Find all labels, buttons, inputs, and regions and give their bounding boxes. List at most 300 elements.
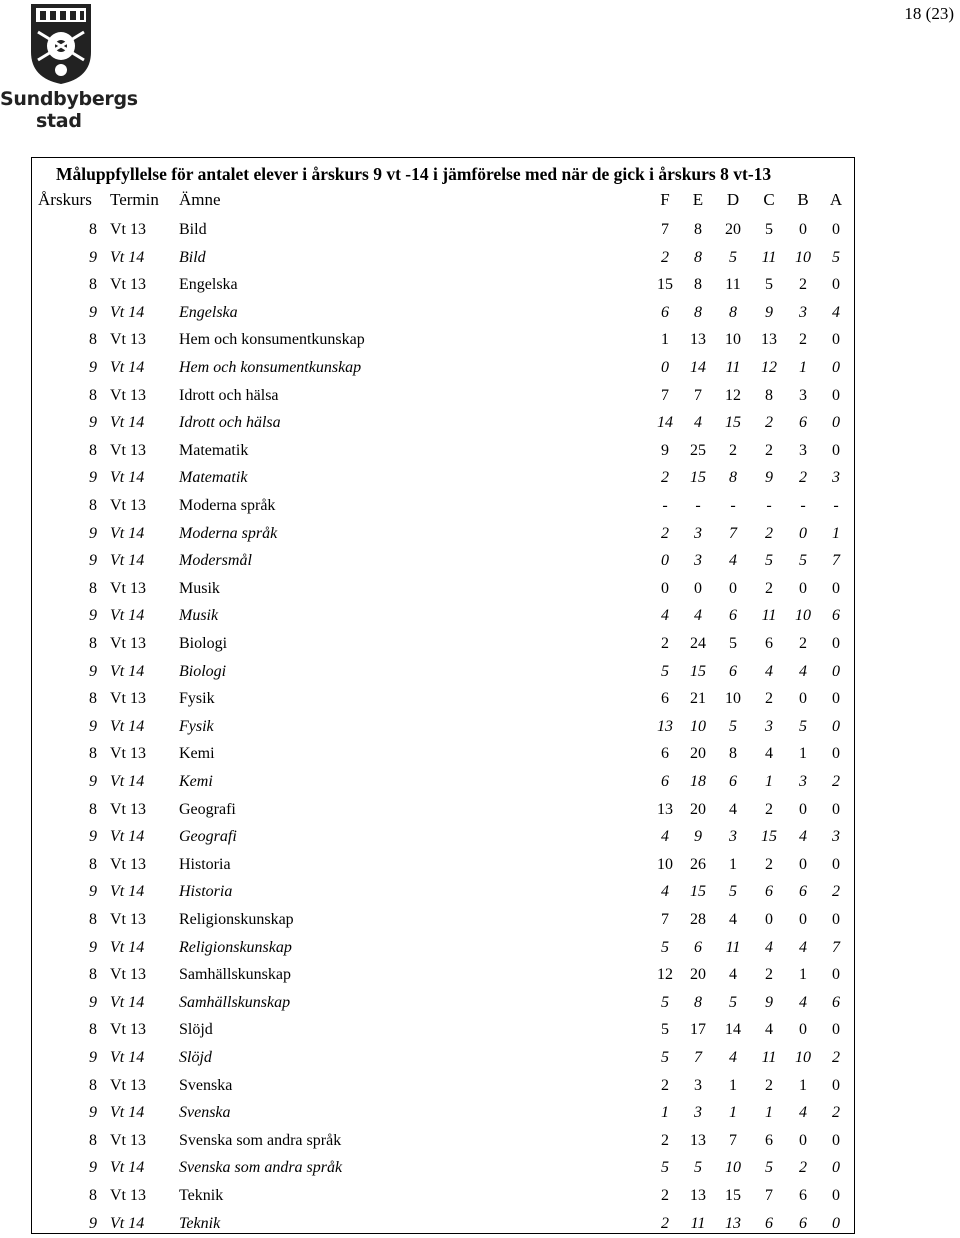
cell-grade-d: 10 xyxy=(725,690,741,708)
cell-grade-a: 0 xyxy=(832,441,840,459)
cell-grade-f: 5 xyxy=(661,1159,669,1177)
cell-term: Vt 14 xyxy=(110,607,145,625)
cell-grade: 9 xyxy=(89,993,97,1011)
cell-term: Vt 13 xyxy=(110,1076,146,1094)
cell-grade-a: 0 xyxy=(832,800,840,818)
cell-grade-d: 2 xyxy=(729,441,737,459)
cell-grade-d: 7 xyxy=(729,1131,737,1149)
coat-of-arms-icon xyxy=(28,2,94,86)
cell-grade-b: 4 xyxy=(799,938,807,956)
cell-grade-b: 0 xyxy=(799,524,807,542)
cell-grade-a: 0 xyxy=(832,1021,840,1039)
cell-grade: 9 xyxy=(89,552,97,570)
header-c: C xyxy=(763,190,775,209)
cell-grade-a: 2 xyxy=(832,1049,840,1066)
table-row xyxy=(0,602,960,630)
cell-term: Vt 13 xyxy=(110,1021,146,1039)
cell-subject: Musik xyxy=(179,579,220,597)
cell-grade-c: 3 xyxy=(765,717,773,735)
table-row xyxy=(0,1154,960,1182)
table-row xyxy=(0,464,960,492)
cell-grade-c: 2 xyxy=(765,800,773,818)
cell-term: Vt 14 xyxy=(110,414,145,432)
header-e: E xyxy=(692,190,704,209)
cell-grade-e: 24 xyxy=(690,635,706,652)
cell-grade-b: 6 xyxy=(799,1214,807,1232)
cell-grade-d: 10 xyxy=(725,331,741,349)
cell-grade-d: 8 xyxy=(729,745,737,763)
cell-grade-c: 2 xyxy=(765,579,773,597)
cell-grade-a: 3 xyxy=(832,828,840,846)
cell-grade-c: 12 xyxy=(761,359,777,376)
cell-grade-e: 7 xyxy=(694,1049,702,1066)
cell-grade: 8 xyxy=(89,1021,97,1039)
cell-grade-c: 11 xyxy=(761,1049,777,1066)
cell-grade-b: 10 xyxy=(795,248,811,266)
cell-grade-d: 8 xyxy=(729,303,737,321)
table-row xyxy=(0,492,960,520)
header-termin: Termin xyxy=(110,190,159,209)
cell-grade-f: 2 xyxy=(661,1076,669,1094)
cell-grade-f: 7 xyxy=(661,911,669,928)
table-row xyxy=(0,547,960,575)
cell-grade-d: 11 xyxy=(725,938,741,956)
cell-subject: Biologi xyxy=(179,662,227,680)
cell-grade-b: 2 xyxy=(799,331,807,349)
cell-subject: Engelska xyxy=(179,276,238,294)
cell-term: Vt 14 xyxy=(110,773,145,790)
cell-grade-f: 14 xyxy=(657,414,673,432)
cell-grade: 8 xyxy=(89,966,97,984)
cell-grade-b: 3 xyxy=(799,441,807,459)
cell-grade: 9 xyxy=(89,828,97,846)
cell-term: Vt 13 xyxy=(110,690,146,708)
cell-subject: Historia xyxy=(179,883,233,901)
cell-grade-a: 0 xyxy=(832,414,840,432)
cell-grade-f: 5 xyxy=(661,1049,669,1066)
cell-grade-b: 5 xyxy=(799,552,807,570)
cell-grade-f: 12 xyxy=(657,966,673,984)
cell-grade-c: 1 xyxy=(765,773,773,790)
table-row xyxy=(0,906,960,934)
cell-grade-d: 4 xyxy=(729,911,737,928)
cell-grade: 9 xyxy=(89,524,97,542)
cell-term: Vt 14 xyxy=(110,524,145,542)
cell-grade-b: 2 xyxy=(799,635,807,652)
cell-grade-c: 5 xyxy=(765,221,773,238)
table-row xyxy=(0,989,960,1017)
table-row xyxy=(0,1127,960,1155)
cell-term: Vt 14 xyxy=(110,662,145,680)
cell-grade-b: 5 xyxy=(799,717,807,735)
cell-term: Vt 14 xyxy=(110,883,145,901)
cell-subject: Religionskunskap xyxy=(179,938,292,956)
cell-grade-b: 6 xyxy=(799,1187,807,1204)
cell-term: Vt 13 xyxy=(110,635,146,652)
cell-subject: Geografi xyxy=(179,800,236,818)
cell-grade-a: 2 xyxy=(832,1104,840,1122)
cell-grade: 9 xyxy=(89,1104,97,1122)
cell-grade-b: 3 xyxy=(799,773,807,790)
cell-grade-d: 1 xyxy=(729,855,737,873)
cell-grade-c: 6 xyxy=(765,1214,773,1232)
table-row xyxy=(0,878,960,906)
header-amne: Ämne xyxy=(179,190,221,209)
cell-subject: Svenska som andra språk xyxy=(179,1159,343,1177)
cell-term: Vt 13 xyxy=(110,745,146,763)
cell-grade-d: 5 xyxy=(729,717,737,735)
cell-grade-e: 4 xyxy=(694,607,702,625)
cell-grade-e: 20 xyxy=(690,745,706,763)
cell-grade-c: 5 xyxy=(765,276,773,294)
cell-grade-e: 3 xyxy=(694,1104,702,1122)
cell-subject: Teknik xyxy=(179,1187,224,1204)
cell-grade-a: 0 xyxy=(832,911,840,928)
cell-subject: Modersmål xyxy=(179,552,252,570)
cell-grade-d: 12 xyxy=(725,386,741,404)
logo-wordmark xyxy=(0,88,138,132)
cell-grade-e: 10 xyxy=(690,717,706,735)
cell-grade: 9 xyxy=(89,662,97,680)
cell-grade-e: 9 xyxy=(694,828,702,846)
cell-grade-b: 10 xyxy=(795,607,811,625)
header-d: D xyxy=(726,190,740,209)
cell-grade: 9 xyxy=(89,469,97,487)
cell-grade: 9 xyxy=(89,1049,97,1066)
cell-grade-f: 2 xyxy=(661,469,669,487)
cell-grade-b: 2 xyxy=(799,276,807,294)
cell-grade: 8 xyxy=(89,690,97,708)
cell-grade-a: 0 xyxy=(832,717,840,735)
cell-grade-a: 0 xyxy=(832,579,840,597)
cell-grade: 9 xyxy=(89,938,97,956)
cell-grade-e: 13 xyxy=(690,1131,706,1149)
cell-grade-d: 20 xyxy=(725,221,741,238)
table-row xyxy=(0,437,960,465)
cell-grade-e: 8 xyxy=(694,276,702,294)
cell-grade-a: 0 xyxy=(832,386,840,404)
cell-grade-a: 0 xyxy=(832,662,840,680)
cell-grade-f: 5 xyxy=(661,662,669,680)
cell-grade-f: 2 xyxy=(661,1214,669,1232)
cell-grade-d: 5 xyxy=(729,883,737,901)
cell-grade-e: 13 xyxy=(690,1187,706,1204)
cell-grade-c: 9 xyxy=(765,303,773,321)
table-row xyxy=(0,520,960,548)
table-row xyxy=(0,768,960,796)
cell-term: Vt 14 xyxy=(110,717,145,735)
cell-grade-c: 2 xyxy=(765,855,773,873)
cell-grade-b: 0 xyxy=(799,855,807,873)
cell-term: Vt 13 xyxy=(110,579,146,597)
cell-grade: 9 xyxy=(89,414,97,432)
table-row xyxy=(0,823,960,851)
cell-grade-d: 13 xyxy=(725,1214,741,1232)
cell-grade: 8 xyxy=(89,911,97,928)
cell-grade-c: 9 xyxy=(765,993,773,1011)
cell-grade-f: 7 xyxy=(661,221,669,238)
cell-subject: Svenska xyxy=(179,1076,233,1094)
table-row xyxy=(0,271,960,299)
cell-grade-d: 1 xyxy=(729,1104,737,1122)
cell-grade-c: 2 xyxy=(765,524,773,542)
cell-subject: Moderna språk xyxy=(179,524,278,542)
cell-term: Vt 13 xyxy=(110,276,146,294)
cell-grade-b: 6 xyxy=(799,414,807,432)
cell-grade-c: 6 xyxy=(765,883,773,901)
cell-grade-f: 0 xyxy=(661,552,669,570)
cell-grade-b: 10 xyxy=(795,1049,811,1066)
cell-grade: 8 xyxy=(89,276,97,294)
cell-grade-d: 5 xyxy=(729,248,737,266)
cell-grade-f: 4 xyxy=(661,883,669,901)
cell-grade-c: - xyxy=(766,497,772,514)
cell-grade-f: 2 xyxy=(661,248,669,266)
cell-grade-b: 2 xyxy=(799,1159,807,1177)
cell-grade-a: 0 xyxy=(832,1131,840,1149)
table-row xyxy=(0,382,960,410)
cell-grade-f: 5 xyxy=(661,1021,669,1039)
cell-grade: 8 xyxy=(89,1131,97,1149)
cell-grade: 8 xyxy=(89,1076,97,1094)
cell-term: Vt 14 xyxy=(110,1049,145,1066)
cell-grade-a: 7 xyxy=(832,938,840,956)
table-row xyxy=(0,713,960,741)
cell-subject: Slöjd xyxy=(179,1049,212,1066)
cell-grade-a: 4 xyxy=(832,303,840,321)
cell-subject: Moderna språk xyxy=(179,497,276,514)
cell-grade-a: 0 xyxy=(832,359,840,376)
cell-grade-f: 5 xyxy=(661,993,669,1011)
cell-grade: 9 xyxy=(89,359,97,376)
cell-grade-b: 4 xyxy=(799,662,807,680)
cell-grade-f: 0 xyxy=(661,359,669,376)
cell-grade: 8 xyxy=(89,221,97,238)
cell-term: Vt 13 xyxy=(110,386,146,404)
cell-term: Vt 13 xyxy=(110,800,146,818)
cell-grade-f: 2 xyxy=(661,635,669,652)
table-row xyxy=(0,851,960,879)
cell-grade-e: 20 xyxy=(690,966,706,984)
cell-grade-e: 14 xyxy=(690,359,706,376)
header-b: B xyxy=(797,190,809,209)
cell-grade-f: 2 xyxy=(661,1187,669,1204)
cell-grade-e: 25 xyxy=(690,441,706,459)
cell-grade: 8 xyxy=(89,441,97,459)
municipality-logo xyxy=(0,0,138,135)
table-row xyxy=(0,1210,960,1238)
table-row xyxy=(0,934,960,962)
cell-grade-e: 8 xyxy=(694,221,702,238)
cell-grade-d: 14 xyxy=(725,1021,741,1039)
cell-grade-f: 9 xyxy=(661,441,669,459)
table-row xyxy=(0,740,960,768)
cell-grade-e: 21 xyxy=(690,690,706,708)
cell-grade-c: 5 xyxy=(765,1159,773,1177)
table-row xyxy=(0,216,960,244)
cell-grade: 9 xyxy=(89,717,97,735)
cell-grade-a: 0 xyxy=(832,1076,840,1094)
cell-grade-a: 0 xyxy=(832,966,840,984)
cell-grade-d: 15 xyxy=(725,1187,741,1204)
cell-grade-e: 3 xyxy=(694,1076,702,1094)
cell-grade-d: 6 xyxy=(729,662,737,680)
cell-grade: 8 xyxy=(89,579,97,597)
cell-subject: Musik xyxy=(179,607,219,625)
cell-grade-c: 4 xyxy=(765,938,773,956)
cell-grade-c: 11 xyxy=(761,248,777,266)
cell-grade-d: 6 xyxy=(729,773,737,790)
cell-term: Vt 13 xyxy=(110,441,146,459)
cell-grade-f: 5 xyxy=(661,938,669,956)
table-row xyxy=(0,961,960,989)
cell-grade-f: 13 xyxy=(657,717,673,735)
table-row xyxy=(0,1099,960,1127)
cell-term: Vt 13 xyxy=(110,1131,146,1149)
cell-subject: Teknik xyxy=(179,1214,221,1232)
cell-subject: Bild xyxy=(179,248,206,266)
cell-subject: Bild xyxy=(179,221,207,238)
cell-grade: 9 xyxy=(89,1159,97,1177)
cell-grade-d: - xyxy=(730,497,736,514)
cell-subject: Engelska xyxy=(179,303,238,321)
cell-grade-d: 3 xyxy=(729,828,737,846)
cell-term: Vt 14 xyxy=(110,938,145,956)
cell-term: Vt 14 xyxy=(110,1104,145,1122)
cell-grade-e: 8 xyxy=(694,303,702,321)
cell-grade: 8 xyxy=(89,386,97,404)
table-row xyxy=(0,299,960,327)
cell-grade-b: 3 xyxy=(799,386,807,404)
cell-subject: Fysik xyxy=(179,717,214,735)
cell-grade-e: 20 xyxy=(690,800,706,818)
cell-subject: Geografi xyxy=(179,828,237,846)
cell-grade-b: - xyxy=(800,497,806,514)
logo-line-2: stad xyxy=(36,110,82,132)
cell-term: Vt 13 xyxy=(110,221,146,238)
cell-grade-f: 13 xyxy=(657,800,673,818)
table-row xyxy=(0,1044,960,1072)
cell-subject: Idrott och hälsa xyxy=(179,386,279,404)
cell-grade-c: 8 xyxy=(765,386,773,404)
cell-grade-e: 0 xyxy=(694,579,702,597)
cell-grade-e: 26 xyxy=(690,855,706,873)
table-row xyxy=(0,354,960,382)
cell-grade-e: 8 xyxy=(694,248,702,266)
cell-grade-c: 2 xyxy=(765,414,773,432)
cell-grade: 9 xyxy=(89,303,97,321)
cell-grade-d: 1 xyxy=(729,1076,737,1094)
cell-grade-f: 2 xyxy=(661,1131,669,1149)
cell-subject: Samhällskunskap xyxy=(179,966,291,984)
cell-grade-e: 5 xyxy=(694,1159,702,1177)
cell-grade-b: 0 xyxy=(799,579,807,597)
header-arskurs: Årskurs xyxy=(38,190,92,209)
cell-grade-e: 6 xyxy=(694,938,702,956)
cell-grade-c: 6 xyxy=(765,1131,773,1149)
cell-subject: Fysik xyxy=(179,690,215,708)
cell-grade-c: 2 xyxy=(765,690,773,708)
cell-grade-e: 18 xyxy=(690,773,706,790)
cell-grade-a: 0 xyxy=(832,221,840,238)
cell-term: Vt 14 xyxy=(110,359,145,376)
cell-grade-b: 0 xyxy=(799,800,807,818)
cell-grade-d: 11 xyxy=(725,276,741,294)
table-row xyxy=(0,326,960,354)
cell-grade-d: 6 xyxy=(729,607,737,625)
cell-grade-a: 2 xyxy=(832,883,840,901)
cell-grade: 9 xyxy=(89,248,97,266)
cell-grade-f: 7 xyxy=(661,386,669,404)
cell-grade-c: 15 xyxy=(761,828,777,846)
cell-grade-a: 0 xyxy=(832,1159,840,1177)
cell-subject: Matematik xyxy=(179,441,249,459)
cell-grade-e: - xyxy=(695,497,701,514)
table-row xyxy=(0,630,960,658)
cell-grade-c: 5 xyxy=(765,552,773,570)
cell-grade-f: 6 xyxy=(661,690,669,708)
table-row xyxy=(0,575,960,603)
cell-grade-f: 1 xyxy=(661,1104,669,1122)
cell-grade: 8 xyxy=(89,331,97,349)
cell-grade-d: 8 xyxy=(729,469,737,487)
cell-grade-a: 0 xyxy=(832,745,840,763)
cell-term: Vt 13 xyxy=(110,331,146,349)
cell-grade-c: 7 xyxy=(765,1187,773,1204)
table-row xyxy=(0,1182,960,1210)
cell-grade-b: 1 xyxy=(799,359,807,376)
page-number: 18 (23) xyxy=(904,4,954,23)
cell-grade-a: 2 xyxy=(832,773,840,790)
cell-subject: Svenska xyxy=(179,1104,231,1122)
cell-grade-f: 4 xyxy=(661,607,669,625)
cell-grade: 8 xyxy=(89,745,97,763)
cell-subject: Kemi xyxy=(179,773,213,790)
cell-grade-e: 11 xyxy=(690,1214,706,1232)
cell-subject: Slöjd xyxy=(179,1021,213,1039)
table-row xyxy=(0,658,960,686)
cell-term: Vt 14 xyxy=(110,828,145,846)
table-row xyxy=(0,244,960,272)
cell-term: Vt 14 xyxy=(110,1159,145,1177)
cell-grade-c: 9 xyxy=(765,469,773,487)
cell-grade-a: 6 xyxy=(832,607,840,625)
cell-grade-f: 6 xyxy=(661,745,669,763)
cell-grade-d: 4 xyxy=(729,1049,737,1066)
cell-grade-d: 10 xyxy=(725,1159,741,1177)
cell-grade-f: 6 xyxy=(661,303,669,321)
cell-subject: Samhällskunskap xyxy=(179,993,291,1011)
cell-grade-b: 1 xyxy=(799,745,807,763)
cell-grade-f: 1 xyxy=(661,331,669,349)
cell-subject: Historia xyxy=(179,855,231,873)
cell-grade-a: 0 xyxy=(832,1214,840,1232)
cell-grade-c: 4 xyxy=(765,745,773,763)
cell-grade-f: 4 xyxy=(661,828,669,846)
cell-grade-a: - xyxy=(833,497,839,514)
cell-grade-a: 5 xyxy=(832,248,840,266)
table-row xyxy=(0,1072,960,1100)
cell-grade-a: 1 xyxy=(832,524,840,542)
cell-grade: 8 xyxy=(89,800,97,818)
cell-grade-e: 3 xyxy=(694,524,702,542)
cell-grade: 9 xyxy=(89,883,97,901)
cell-grade-d: 4 xyxy=(729,552,737,570)
cell-grade-e: 28 xyxy=(690,911,706,928)
cell-grade-b: 1 xyxy=(799,966,807,984)
cell-grade-a: 0 xyxy=(832,276,840,294)
table-header-row xyxy=(0,186,960,214)
